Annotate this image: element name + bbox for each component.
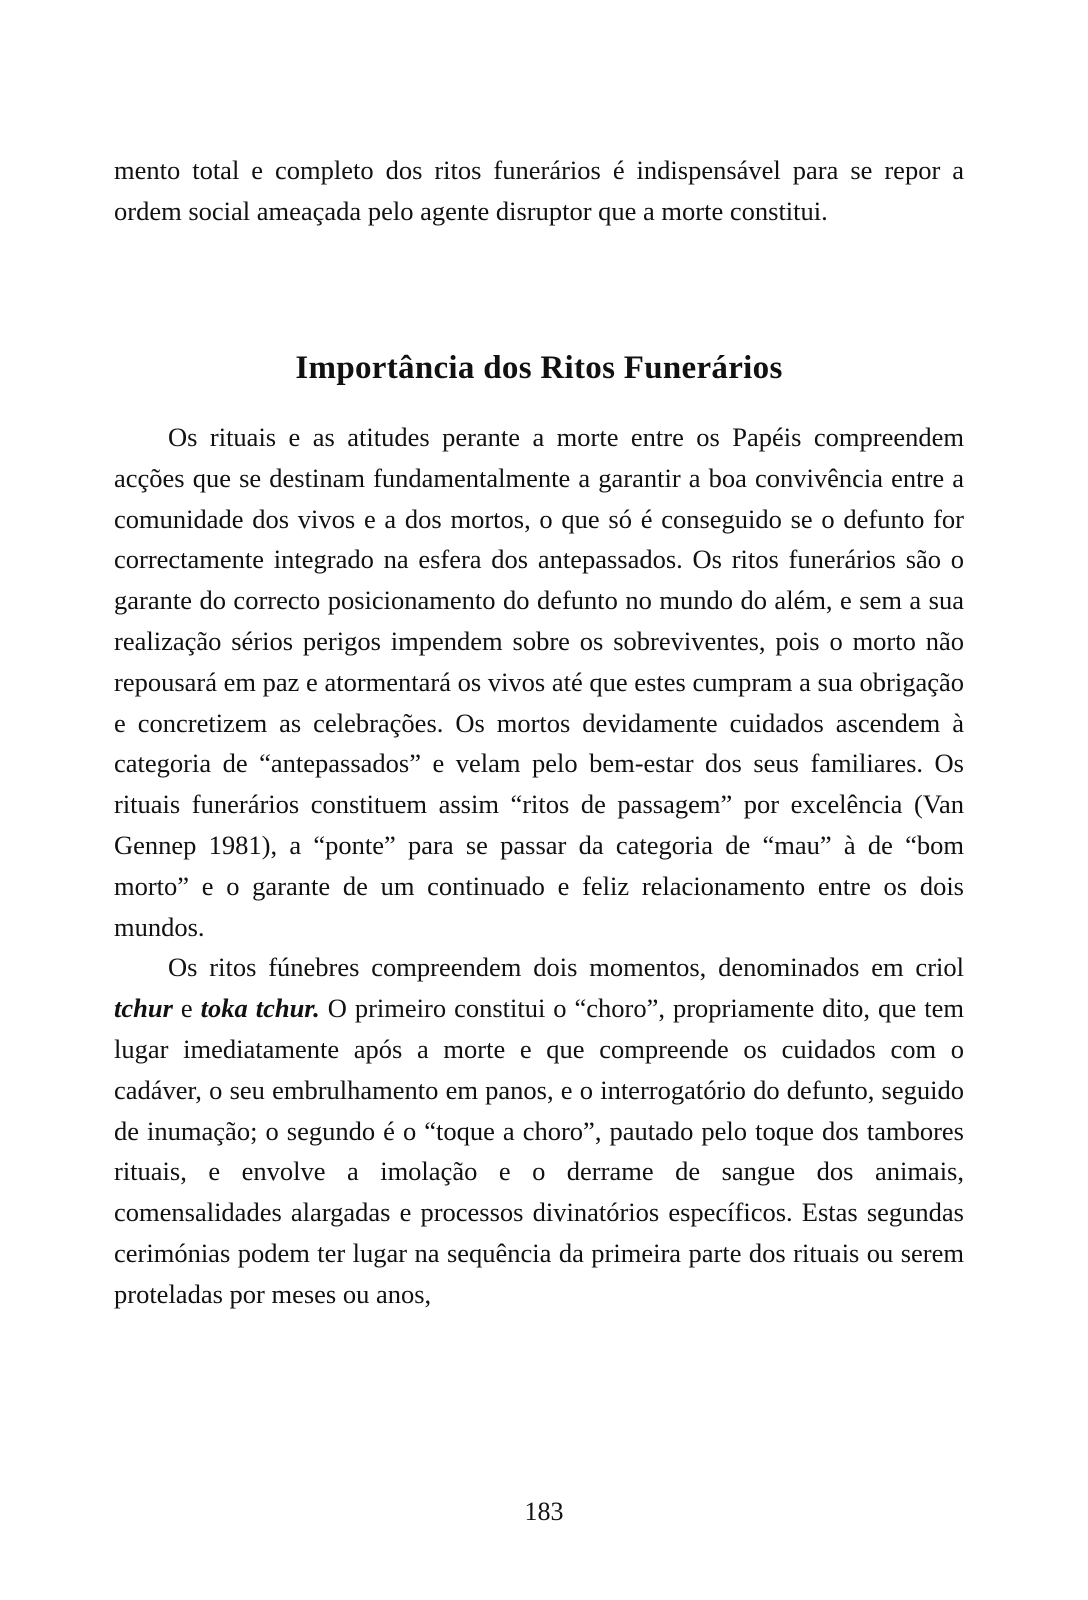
section-body xyxy=(114,417,964,1315)
paragraph-funeral-moments-body: O primeiro constitui o “choro”, propriamente dito, que tem lugar imediatamente após a morte e que compreende os cuidados com o cadáver, o seu embrulhamento em panos, e o interrogatório do defunto, seguido de inumação; o segundo é o “toque a choro”, pautado pelo toque dos tambores rituais, e envolve a imolação e o derrame de sangue dos animais, comensalidades alargadas e processos divinatórios específicos. Estas segundas cerimónias podem ter lugar na sequência da primeira parte dos rituais ou serem proteladas por meses ou anos, xyxy=(114,993,964,1309)
continuation-paragraph xyxy=(114,150,964,232)
paragraph-funeral-moments xyxy=(114,947,964,1314)
paragraph-rituals: Os rituais e as atitudes perante a morte entre os Papéis compreendem acções que se destinam fundamentalmente a garantir a boa convivência entre a comunidade dos vivos e a dos mortos, o que só é conseguido se o defunto for correctamente integrado na esfera dos antepassados. Os ritos funerários são o garante do correcto posicionamento do defunto no mundo do além, e sem a sua realização sérios perigos impendem sobre os sobreviventes, pois o morto não repousará em paz e atormentará os vivos até que estes cumpram a sua obrigação e concretizem as celebrações. Os mortos devidamente cuidados ascendem à categoria de “antepassados” e velam pelo bem-estar dos seus familiares. Os rituais funerários constituem assim “ritos de passagem” por excelência (Van Gennep 1981), a “ponte” para se passar da categoria de “mau” à de “bom morto” e o garante de um continuado e feliz relacionamento entre os dois mundos. xyxy=(114,422,964,942)
term-toka-tchur: toka tchur. xyxy=(200,993,320,1024)
conjunction: e xyxy=(180,993,193,1024)
paragraph-funeral-moments-intro: Os ritos fúnebres compreendem dois momentos, denominados em criol xyxy=(168,952,964,983)
section-heading: Importância dos Ritos Funerários xyxy=(295,350,783,386)
continuation-text: mento total e completo dos ritos funerários é indispensável para se repor a ordem social ameaçada pelo agente disruptor que a morte constitui. xyxy=(114,155,964,226)
term-tchur: tchur xyxy=(114,993,173,1024)
page-number: 183 xyxy=(524,1497,564,1526)
